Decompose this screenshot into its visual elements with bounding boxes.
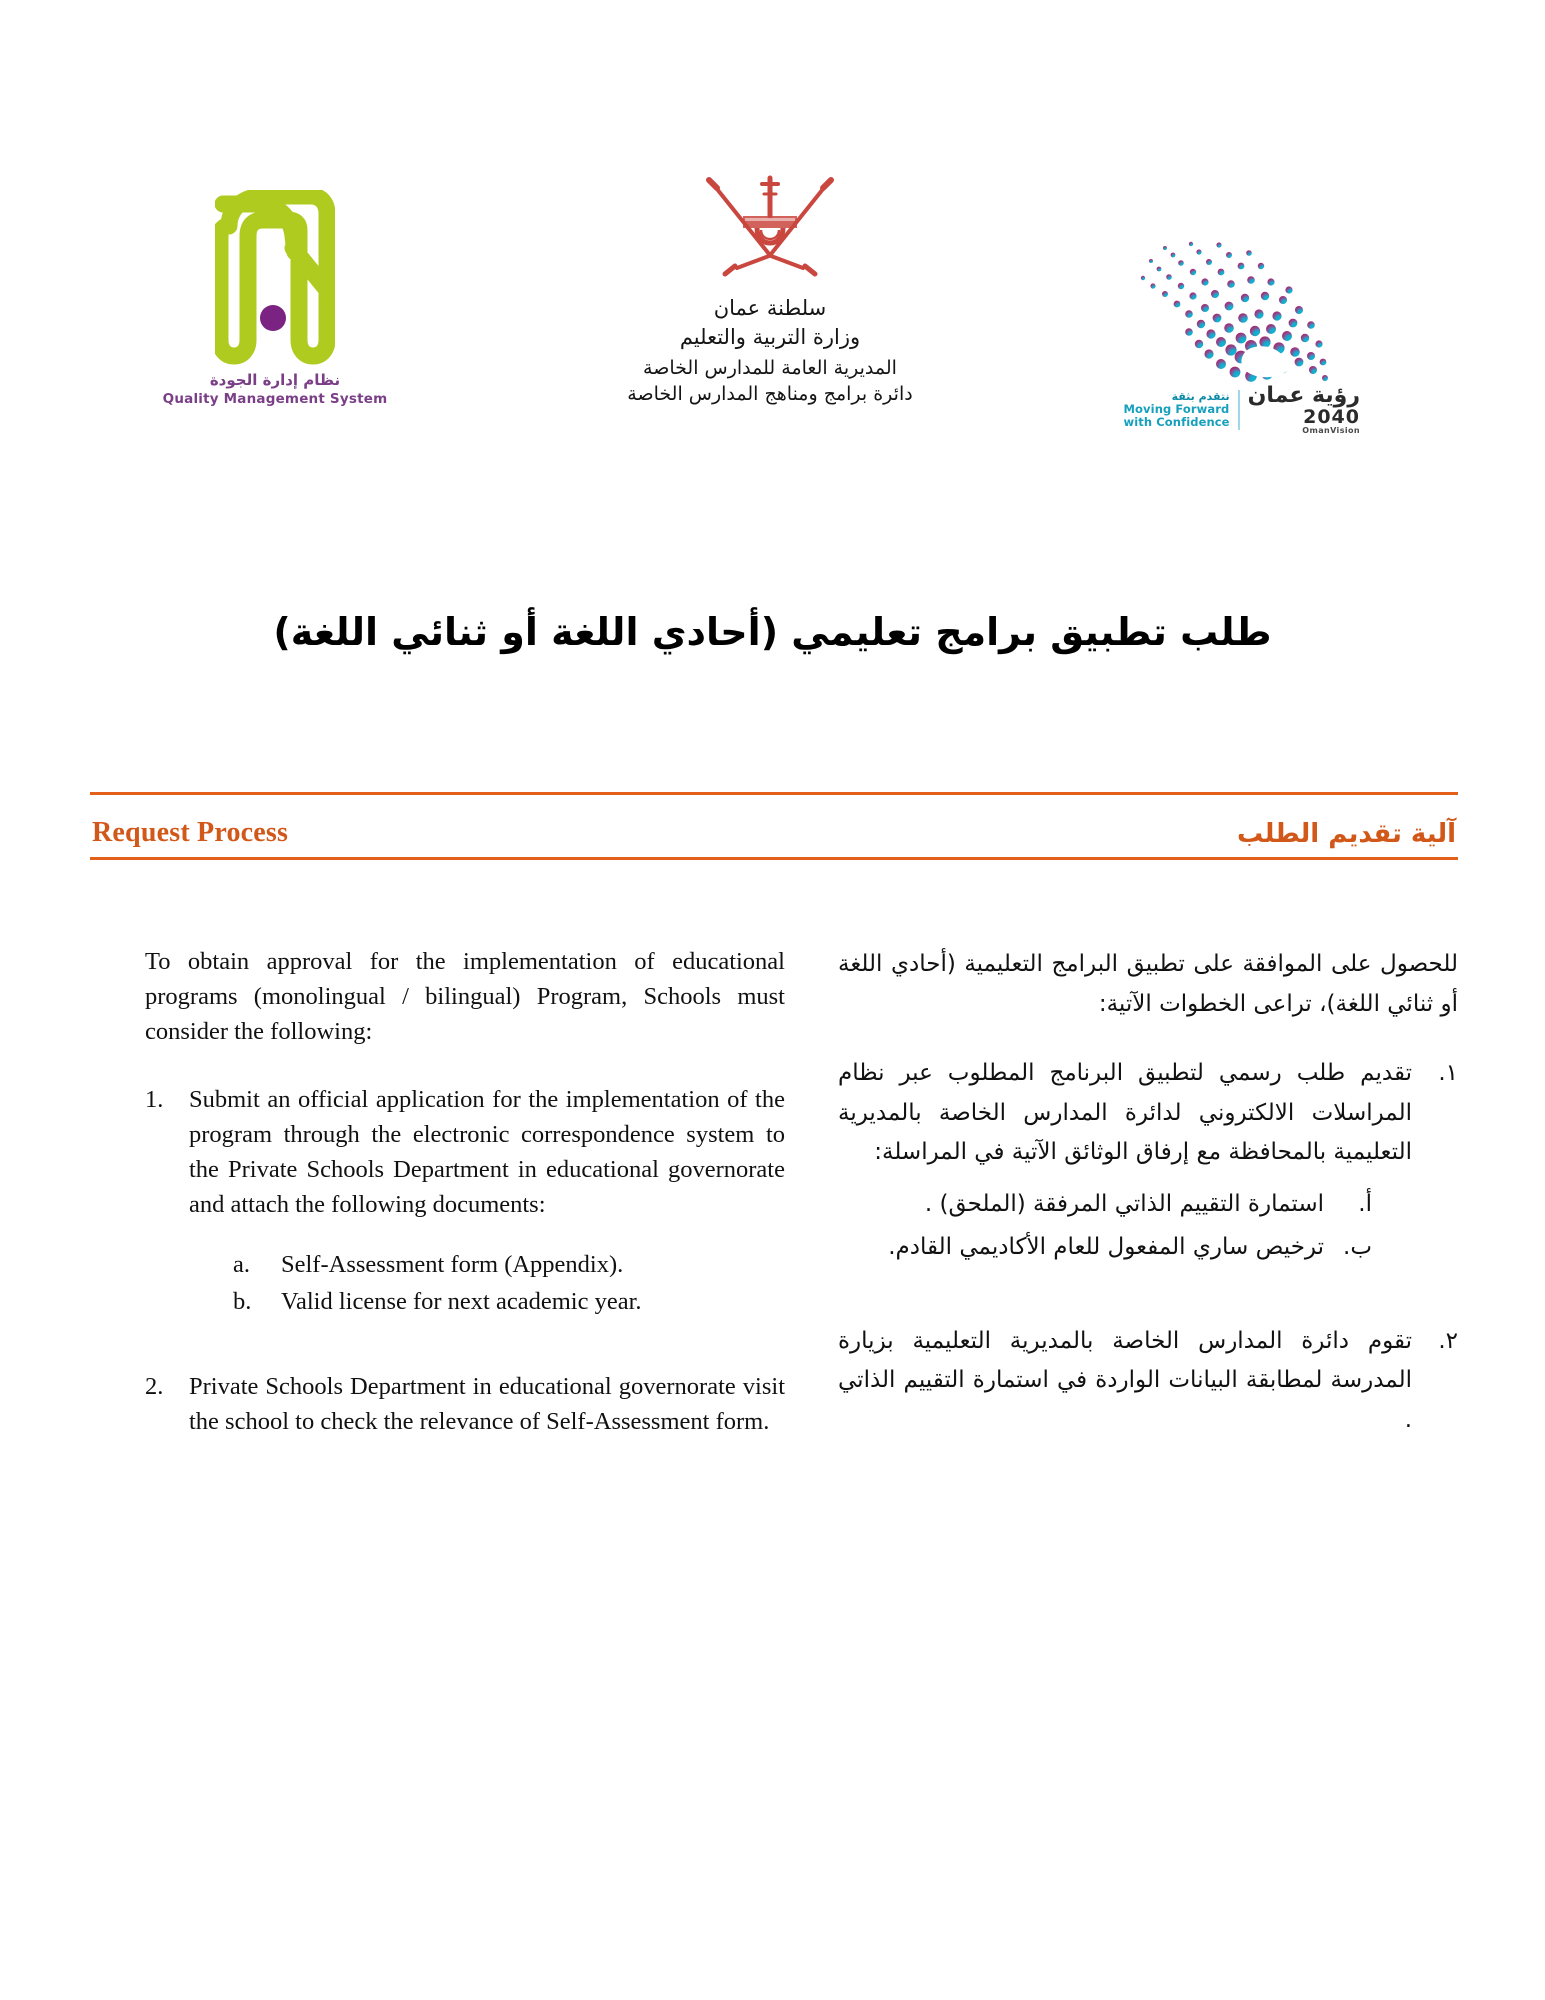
arabic-step-text: تقوم دائرة المدارس الخاصة بالمديرية التعليمية بزيارة المدرسة لمطابقة البيانات الواردة في استمارة التقييم الذاتي . (838, 1327, 1412, 1433)
arabic-step-item (838, 1054, 1458, 1268)
arabic-step-number: ٢. (1438, 1327, 1458, 1354)
english-intro-paragraph: To obtain approval for the implementation of educational programs (monolingual / bilingual) Program, Schools must consider the following: (145, 948, 785, 1045)
vision-tagline-en-line1: Moving Forward (1123, 402, 1230, 417)
arabic-substep-item (838, 1228, 1372, 1268)
arabic-substep-item (838, 1185, 1372, 1225)
qms-mark-icon (215, 190, 335, 365)
ministry-line-4: دائرة برامج ومناهج المدارس الخاصة (627, 383, 913, 406)
vision-burst-icon (1055, 230, 1335, 395)
arabic-steps-list (838, 1054, 1458, 1440)
section-rule-bottom (90, 857, 1458, 860)
qms-name-ar: نظام إدارة الجودة (209, 371, 341, 389)
vision-divider (1238, 390, 1240, 430)
arabic-substep-number: أ. (1358, 1190, 1372, 1217)
english-step-text: Submit an official application for the implementation of the program through the electronic correspondence system to the Private Schools Department in educational governorate and attach the following documents: (189, 1086, 785, 1218)
arabic-column (838, 945, 1458, 1645)
english-step-text: Private Schools Department in educational governorate visit the school to check the relevance of Self-Assessment form. (189, 1373, 785, 1435)
arabic-substeps-list (838, 1185, 1412, 1268)
body-columns (90, 945, 1458, 1645)
vision-name-en: OmanVision (1302, 426, 1360, 435)
arabic-substep-text: استمارة التقييم الذاتي المرفقة (الملحق) . (924, 1190, 1324, 1217)
oman-national-emblem-icon (695, 170, 845, 290)
quality-management-system-logo (160, 190, 390, 450)
english-substep-text: Valid license for next academic year. (281, 1288, 642, 1316)
english-substeps-list (189, 1248, 785, 1320)
vision-tagline-ar: نتقدم بثقة (1171, 389, 1230, 403)
english-column (145, 945, 785, 1645)
arabic-step-number: ١. (1438, 1060, 1458, 1087)
vision-tagline (1124, 391, 1230, 429)
english-substep-number: b. (233, 1288, 252, 1316)
english-step-item (145, 1083, 785, 1320)
qms-caption (160, 371, 390, 408)
english-substep-item (233, 1285, 785, 1320)
english-substep-number: a. (233, 1251, 250, 1279)
document-title: طلب تطبيق برامج تعليمي (أحادي اللغة أو ثنائي اللغة) (273, 610, 1272, 654)
ministry-line-1: سلطنة عمان (713, 296, 827, 320)
english-steps-list (145, 1083, 785, 1439)
column-gutter (785, 945, 838, 1645)
vision-name-block (1248, 385, 1360, 435)
oman-vision-2040-logo (1000, 230, 1360, 460)
header-logo-band (0, 170, 1545, 490)
english-step-item (145, 1370, 785, 1440)
english-substep-text: Self-Assessment form (Appendix). (281, 1251, 624, 1279)
vision-tagline-en-line2: with Confidence (1123, 415, 1230, 430)
section-header-band (90, 792, 1458, 860)
section-header-row (90, 795, 1458, 857)
section-label-ar: آلية تقديم الطلب (1237, 819, 1456, 849)
ministry-line-2: وزارة التربية والتعليم (679, 324, 861, 349)
vision-year: 2040 (1303, 406, 1360, 428)
ministry-line-3: المديرية العامة للمدارس الخاصة (643, 356, 897, 379)
arabic-substep-text: ترخيص ساري المفعول للعام الأكاديمي القادم. (888, 1234, 1324, 1261)
english-step-number: 1. (145, 1086, 164, 1114)
ministry-of-education-logo (555, 170, 985, 407)
qms-name-en: Quality Management System (162, 390, 388, 407)
arabic-step-text: تقديم طلب رسمي لتطبيق البرنامج المطلوب عبر نظام المراسلات الالكتروني لدائرة المدارس الخاصة بالمديرية التعليمية بالمحافظة مع إرفاق الوثائق الآتية في المراسلة: (838, 1060, 1412, 1166)
english-substep-item (233, 1248, 785, 1283)
arabic-intro-paragraph: للحصول على الموافقة على تطبيق البرامج التعليمية (أحادي اللغة أو ثنائي اللغة)، تراعى الخطوات الآتية: (838, 951, 1458, 1017)
section-label-en: Request Process (92, 817, 289, 848)
vision-name-ar: رؤية عمان (1247, 383, 1360, 408)
arabic-step-item (838, 1322, 1458, 1441)
english-step-number: 2. (145, 1373, 164, 1401)
vision-text-row (1000, 385, 1360, 435)
ministry-text-block (555, 294, 985, 407)
arabic-substep-number: ب. (1343, 1234, 1372, 1261)
